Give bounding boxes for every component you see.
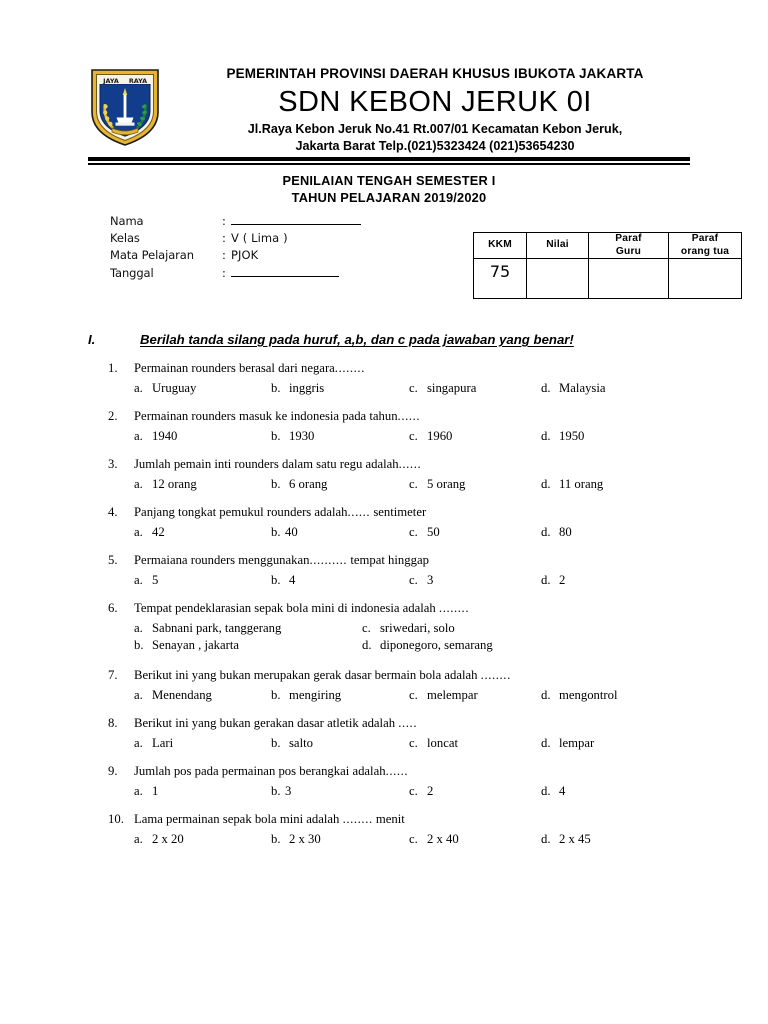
option-text: 1 <box>152 783 159 798</box>
option-text: salto <box>289 735 313 750</box>
option-letter: c. <box>409 476 418 491</box>
question-text <box>134 600 708 616</box>
jakarta-coat-of-arms-icon <box>88 64 162 148</box>
question-stem <box>108 763 708 779</box>
label-kelas: Kelas <box>110 231 140 246</box>
question-number: 6. <box>108 601 118 615</box>
question-text <box>134 456 708 472</box>
option-letter: b. <box>271 735 281 750</box>
svg-text:JAYA: JAYA <box>103 77 119 85</box>
option-text: Malaysia <box>559 380 606 395</box>
question-suffix: tempat hinggap <box>347 553 429 567</box>
exam-title-line-2: TAHUN PELAJARAN 2019/2020 <box>291 190 487 205</box>
question-item <box>108 408 708 444</box>
option-choice[interactable] <box>134 380 271 396</box>
option-choice[interactable] <box>541 380 606 396</box>
option-choice[interactable] <box>271 428 409 444</box>
label-tanggal: Tanggal <box>110 265 154 280</box>
option-choice[interactable] <box>541 831 591 847</box>
option-choice[interactable] <box>134 476 271 492</box>
question-prompt: Panjang tongkat pemukul rounders adalah <box>134 505 348 519</box>
question-stem <box>108 811 708 827</box>
header-divider-thin <box>88 163 690 165</box>
option-row <box>134 476 708 492</box>
section-instruction <box>88 332 698 347</box>
question-stem <box>108 667 708 683</box>
score-header-paraf-guru-line1: Paraf <box>615 233 642 244</box>
question-stem <box>108 504 708 520</box>
option-choice[interactable] <box>134 572 271 588</box>
question-number: 9. <box>108 764 118 778</box>
option-text: 1960 <box>427 428 453 443</box>
option-text: 1950 <box>559 428 585 443</box>
option-letter: b. <box>271 428 281 443</box>
score-table-header-row <box>474 233 742 259</box>
option-choice[interactable] <box>409 428 541 444</box>
question-text <box>134 715 708 731</box>
score-header-paraf-orang-tua-line2: orang tua <box>680 245 730 257</box>
option-text: 80 <box>559 524 572 539</box>
option-letter: a. <box>134 831 143 846</box>
option-letter: a. <box>134 572 143 587</box>
option-letter: d. <box>541 687 551 702</box>
question-blank-dots: ...... <box>398 457 422 471</box>
option-text: loncat <box>427 735 459 750</box>
option-choice[interactable] <box>409 380 541 396</box>
option-letter: b. <box>271 572 281 587</box>
question-blank-dots: ........ <box>438 601 470 615</box>
question-text <box>134 360 708 376</box>
option-letter: d. <box>541 783 551 798</box>
question-stem <box>108 456 708 472</box>
value-mata-pelajaran: PJOK <box>231 248 259 263</box>
option-letter: a. <box>134 476 143 491</box>
option-letter: d. <box>541 476 551 491</box>
option-choice[interactable] <box>362 637 493 655</box>
question-list <box>108 360 708 859</box>
option-text: 11 orang <box>559 476 604 491</box>
question-blank-dots: ..... <box>398 716 418 730</box>
question-item <box>108 667 708 703</box>
option-text: 1930 <box>289 428 315 443</box>
option-letter: c. <box>409 428 418 443</box>
option-text: 1940 <box>152 428 178 443</box>
option-letter: d. <box>541 380 551 395</box>
option-row <box>134 735 708 751</box>
option-choice[interactable] <box>409 735 541 751</box>
question-item <box>108 456 708 492</box>
tanggal-write-in-line[interactable] <box>231 265 339 277</box>
option-row <box>134 524 708 540</box>
score-header-nilai <box>527 233 589 259</box>
option-text: Uruguay <box>152 380 197 395</box>
question-number: 7. <box>108 668 118 682</box>
option-text: 42 <box>152 524 165 539</box>
identity-row-nama <box>110 213 361 230</box>
score-value-paraf-orang-tua[interactable] <box>669 259 742 299</box>
score-header-kkm-line1: KKM <box>488 239 512 251</box>
option-text: sriwedari, solo <box>380 620 455 635</box>
question-item <box>108 811 708 847</box>
option-text: inggris <box>289 380 325 395</box>
identity-row-kelas <box>110 230 361 247</box>
option-text: 40 <box>285 524 298 539</box>
score-value-kkm: 75 <box>474 259 527 299</box>
option-choice[interactable] <box>134 687 271 703</box>
option-row <box>134 637 708 655</box>
option-letter: c. <box>409 687 418 702</box>
option-text: mengontrol <box>559 687 618 702</box>
option-text: diponegoro, semarang <box>380 638 493 652</box>
option-choice[interactable] <box>134 428 271 444</box>
option-choice[interactable] <box>409 687 541 703</box>
label-nama: Nama <box>110 214 144 228</box>
address-line-1: Jl.Raya Kebon Jeruk No.41 Rt.007/01 Kecamatan Kebon Jeruk, <box>247 122 623 136</box>
option-row <box>134 428 708 444</box>
option-letter: c. <box>409 572 418 587</box>
question-stem <box>108 715 708 731</box>
question-prompt: Jumlah pos pada permainan pos berangkai adalah <box>134 764 386 778</box>
option-letter: a. <box>134 524 143 539</box>
question-text <box>134 667 708 683</box>
option-choice[interactable] <box>134 524 271 540</box>
option-choice[interactable] <box>409 783 541 799</box>
question-prompt: Permainan rounders berasal dari negara <box>134 361 335 375</box>
question-item <box>108 504 708 540</box>
option-text: Lari <box>152 735 174 750</box>
question-prompt: Lama permainan sepak bola mini adalah <box>134 812 343 826</box>
option-choice[interactable] <box>271 831 409 847</box>
question-text <box>134 504 708 520</box>
option-letter: b. <box>271 783 281 798</box>
header-divider-thick <box>88 157 690 161</box>
option-choice[interactable] <box>271 476 409 492</box>
question-stem <box>108 408 708 424</box>
question-prompt: Permainan rounders masuk ke indonesia pada tahun <box>134 409 398 423</box>
option-choice[interactable] <box>271 524 409 540</box>
nama-write-in-line[interactable] <box>231 213 361 225</box>
question-prompt: Berikut ini yang bukan merupakan gerak dasar bermain bola adalah <box>134 668 481 682</box>
option-text: melempar <box>427 687 478 702</box>
option-letter: b. <box>271 687 281 702</box>
question-suffix: sentimeter <box>370 505 427 519</box>
colon-mata-pelajaran: : <box>222 248 226 263</box>
question-suffix: menit <box>372 812 405 826</box>
option-letter: d. <box>541 831 551 846</box>
option-text: 50 <box>427 524 440 539</box>
question-number: 1. <box>108 361 118 375</box>
option-row <box>134 687 708 703</box>
option-choice[interactable] <box>541 572 565 588</box>
option-letter: b. <box>134 638 144 652</box>
option-letter: a. <box>134 620 143 635</box>
option-letter: d. <box>541 428 551 443</box>
section-number: I. <box>88 332 96 347</box>
question-item <box>108 600 708 655</box>
option-choice[interactable] <box>409 572 541 588</box>
question-number: 4. <box>108 505 118 519</box>
score-header-kkm <box>474 233 527 259</box>
option-choice[interactable] <box>541 524 572 540</box>
option-text: singapura <box>427 380 477 395</box>
score-header-paraf-orang-tua-line1: Paraf <box>691 233 719 244</box>
colon-nama: : <box>222 214 226 228</box>
option-text: 4 <box>289 572 296 587</box>
option-letter: d. <box>541 735 551 750</box>
option-choice[interactable] <box>409 524 541 540</box>
colon-kelas: : <box>222 231 226 246</box>
address-line-2: Jakarta Barat Telp.(021)5323424 (021)53654230 <box>295 139 575 153</box>
question-blank-dots: ...... <box>347 505 371 519</box>
colon-tanggal: : <box>222 265 226 280</box>
document-header <box>0 0 768 162</box>
question-blank-dots: ...... <box>397 409 421 423</box>
option-letter: a. <box>134 428 143 443</box>
score-table <box>473 232 742 299</box>
option-choice[interactable] <box>541 783 565 799</box>
identity-row-mata-pelajaran <box>110 247 361 264</box>
option-choice[interactable] <box>271 380 409 396</box>
question-item <box>108 763 708 799</box>
option-letter: c. <box>409 735 418 750</box>
option-row <box>134 831 708 847</box>
option-text: 3 <box>427 572 434 587</box>
option-choice[interactable] <box>271 783 409 799</box>
option-choice[interactable] <box>541 428 584 444</box>
label-mata-pelajaran: Mata Pelajaran <box>110 248 194 263</box>
option-letter: c. <box>409 783 418 798</box>
question-item <box>108 360 708 396</box>
option-text: 12 orang <box>152 476 197 491</box>
score-header-paraf-guru <box>589 233 669 259</box>
question-text <box>134 811 708 827</box>
question-text <box>134 763 708 779</box>
option-letter: b. <box>271 476 281 491</box>
question-text <box>134 552 708 568</box>
option-choice[interactable] <box>541 687 618 703</box>
option-choice[interactable] <box>134 831 271 847</box>
question-number: 10. <box>108 812 124 826</box>
question-number: 3. <box>108 457 118 471</box>
option-row <box>134 783 708 799</box>
option-text: 2 x 20 <box>152 831 184 846</box>
option-letter: c. <box>409 524 418 539</box>
option-letter: d. <box>541 524 551 539</box>
option-text: 4 <box>559 783 566 798</box>
option-text: 2 <box>559 572 566 587</box>
option-letter: b. <box>271 831 281 846</box>
question-prompt: Jumlah pemain inti rounders dalam satu regu adalah <box>134 457 399 471</box>
question-blank-dots: ...... <box>385 764 409 778</box>
option-choice[interactable] <box>134 735 271 751</box>
option-letter: b. <box>271 524 281 539</box>
question-number: 8. <box>108 716 118 730</box>
question-item <box>108 715 708 751</box>
option-row <box>134 380 708 396</box>
option-choice[interactable] <box>134 620 362 638</box>
option-choice[interactable] <box>541 476 603 492</box>
option-text: 2 <box>427 783 434 798</box>
option-choice[interactable] <box>409 831 541 847</box>
option-text: 3 <box>285 783 292 798</box>
question-blank-dots: .......... <box>309 553 348 567</box>
option-letter: d. <box>541 572 551 587</box>
question-blank-dots: ........ <box>480 668 511 682</box>
question-text <box>134 408 708 424</box>
option-letter: c. <box>409 831 418 846</box>
exam-title <box>88 172 690 206</box>
option-text: 2 x 40 <box>427 831 459 846</box>
option-text: Sabnani park, tanggerang <box>152 620 282 635</box>
school-name: SDN KEBON JERUK 0I <box>278 86 592 118</box>
option-choice[interactable] <box>271 687 409 703</box>
option-text: Menendang <box>152 687 212 702</box>
question-number: 5. <box>108 553 118 567</box>
option-choice[interactable] <box>271 735 409 751</box>
value-kelas: V ( Lima ) <box>231 231 288 246</box>
option-choice[interactable] <box>134 783 271 799</box>
question-stem <box>108 600 708 616</box>
option-letter: d. <box>362 638 372 652</box>
section-instruction-text: Berilah tanda silang pada huruf, a,b, dan c pada jawaban yang benar! <box>140 332 574 347</box>
government-line: PEMERINTAH PROVINSI DAERAH KHUSUS IBUKOTA JAKARTA <box>226 66 644 81</box>
option-choice[interactable] <box>541 735 594 751</box>
score-header-paraf-orang-tua <box>669 233 742 259</box>
option-text: lempar <box>559 735 595 750</box>
question-stem <box>108 552 708 568</box>
score-value-nilai[interactable] <box>527 259 589 299</box>
question-blank-dots: ........ <box>334 361 365 375</box>
option-letter: a. <box>134 380 143 395</box>
option-choice[interactable] <box>271 572 409 588</box>
option-text: 5 <box>152 572 159 587</box>
score-header-paraf-guru-line2: Guru <box>615 245 642 257</box>
svg-text:RAYA: RAYA <box>128 77 148 85</box>
option-letter: c. <box>409 380 418 395</box>
question-prompt: Permaiana rounders menggunakan <box>134 553 310 567</box>
student-identity-block <box>110 213 361 282</box>
question-prompt: Tempat pendeklarasian sepak bola mini di indonesia adalah <box>134 601 439 615</box>
option-choice[interactable] <box>362 620 455 638</box>
option-row <box>134 572 708 588</box>
option-text: 5 orang <box>427 476 466 491</box>
option-letter: a. <box>134 783 143 798</box>
option-text: 2 x 30 <box>289 831 321 846</box>
question-number: 2. <box>108 409 118 423</box>
question-stem <box>108 360 708 376</box>
identity-row-tanggal <box>110 265 361 282</box>
option-grid <box>134 620 708 655</box>
question-prompt: Berikut ini yang bukan gerakan dasar atletik adalah <box>134 716 399 730</box>
score-table-value-row <box>474 259 742 299</box>
option-letter: b. <box>271 380 281 395</box>
score-header-nilai-line1: Nilai <box>546 239 569 251</box>
option-letter: c. <box>362 620 371 635</box>
question-item <box>108 552 708 588</box>
option-text: mengiring <box>289 687 342 702</box>
exam-title-line-1: PENILAIAN TENGAH SEMESTER I <box>282 173 496 188</box>
score-value-paraf-guru[interactable] <box>589 259 669 299</box>
option-choice[interactable] <box>409 476 541 492</box>
option-text: 2 x 45 <box>559 831 591 846</box>
option-row <box>134 620 708 638</box>
header-text-block <box>168 66 702 155</box>
option-text: Senayan , jakarta <box>152 638 240 652</box>
question-blank-dots: ........ <box>342 812 373 826</box>
option-letter: a. <box>134 735 143 750</box>
option-letter: a. <box>134 687 143 702</box>
option-text: 6 orang <box>289 476 328 491</box>
option-choice[interactable] <box>134 637 362 655</box>
